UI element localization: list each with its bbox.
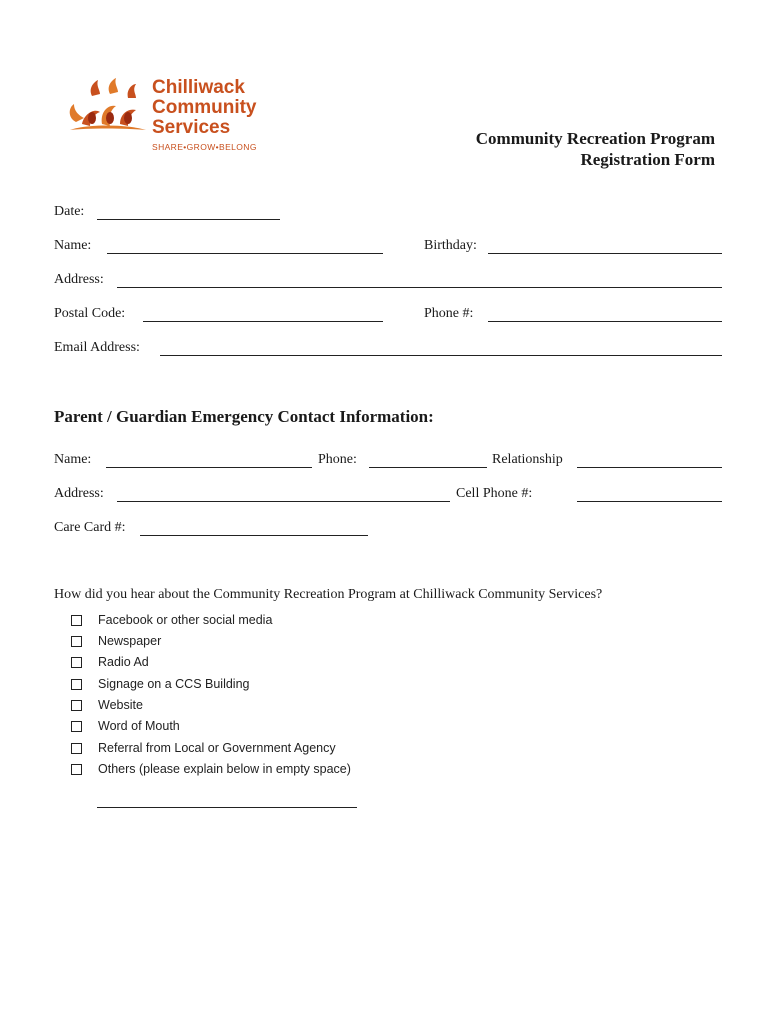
birthday-label: Birthday:: [424, 238, 477, 253]
postal-code-label: Postal Code:: [54, 306, 126, 321]
form-title-line-1: Community Recreation Program: [475, 129, 715, 148]
checkbox-website[interactable]: [71, 700, 82, 711]
form-title-line-2: Registration Form: [580, 150, 715, 169]
relationship-field[interactable]: [577, 467, 722, 468]
cell-phone-field[interactable]: [577, 501, 722, 502]
option-label: Others (please explain below in empty space): [98, 762, 351, 776]
option-label: Word of Mouth: [98, 719, 180, 733]
survey-question: How did you hear about the Community Recreation Program at Chilliwack Community Services?: [54, 587, 603, 602]
logo-flame-icon: [66, 78, 150, 138]
date-field[interactable]: [97, 219, 280, 220]
relationship-label: Relationship: [492, 452, 563, 467]
checkbox-referral[interactable]: [71, 743, 82, 754]
option-label: Website: [98, 698, 143, 712]
option-label: Radio Ad: [98, 655, 149, 669]
checkbox-word-of-mouth[interactable]: [71, 721, 82, 732]
checkbox-others[interactable]: [71, 764, 82, 775]
postal-code-field[interactable]: [143, 321, 383, 322]
birthday-field[interactable]: [488, 253, 722, 254]
email-field[interactable]: [160, 355, 722, 356]
checkbox-social-media[interactable]: [71, 615, 82, 626]
emergency-address-field[interactable]: [117, 501, 450, 502]
logo-tagline: SHARE•GROW•BELONG: [152, 142, 257, 152]
organization-logo: [66, 78, 266, 158]
name-label: Name:: [54, 238, 92, 253]
date-label: Date:: [54, 204, 85, 219]
option-label: Signage on a CCS Building: [98, 677, 250, 691]
emergency-name-field[interactable]: [106, 467, 312, 468]
logo-line-3: Services: [152, 117, 231, 138]
care-card-label: Care Card #:: [54, 520, 126, 535]
phone-field[interactable]: [488, 321, 722, 322]
name-field[interactable]: [107, 253, 383, 254]
option-label: Newspaper: [98, 634, 162, 648]
option-label: Referral from Local or Government Agency: [98, 741, 336, 755]
phone-label: Phone #:: [424, 306, 474, 321]
emergency-name-label: Name:: [54, 452, 92, 467]
emergency-heading: Parent / Guardian Emergency Contact Information:: [54, 407, 434, 426]
logo-line-2: Community: [152, 97, 257, 118]
emergency-address-label: Address:: [54, 486, 104, 501]
care-card-field[interactable]: [140, 535, 368, 536]
cell-phone-label: Cell Phone #:: [456, 486, 533, 501]
address-field[interactable]: [117, 287, 722, 288]
logo-line-1: Chilliwack: [152, 77, 245, 98]
form-title: [476, 128, 715, 170]
address-label: Address:: [54, 272, 104, 287]
email-label: Email Address:: [54, 340, 140, 355]
checkbox-radio-ad[interactable]: [71, 657, 82, 668]
checkbox-signage[interactable]: [71, 679, 82, 690]
emergency-phone-field[interactable]: [369, 467, 487, 468]
option-label: Facebook or other social media: [98, 613, 273, 627]
others-explanation-field[interactable]: [97, 807, 357, 808]
checkbox-newspaper[interactable]: [71, 636, 82, 647]
emergency-phone-label: Phone:: [318, 452, 357, 467]
